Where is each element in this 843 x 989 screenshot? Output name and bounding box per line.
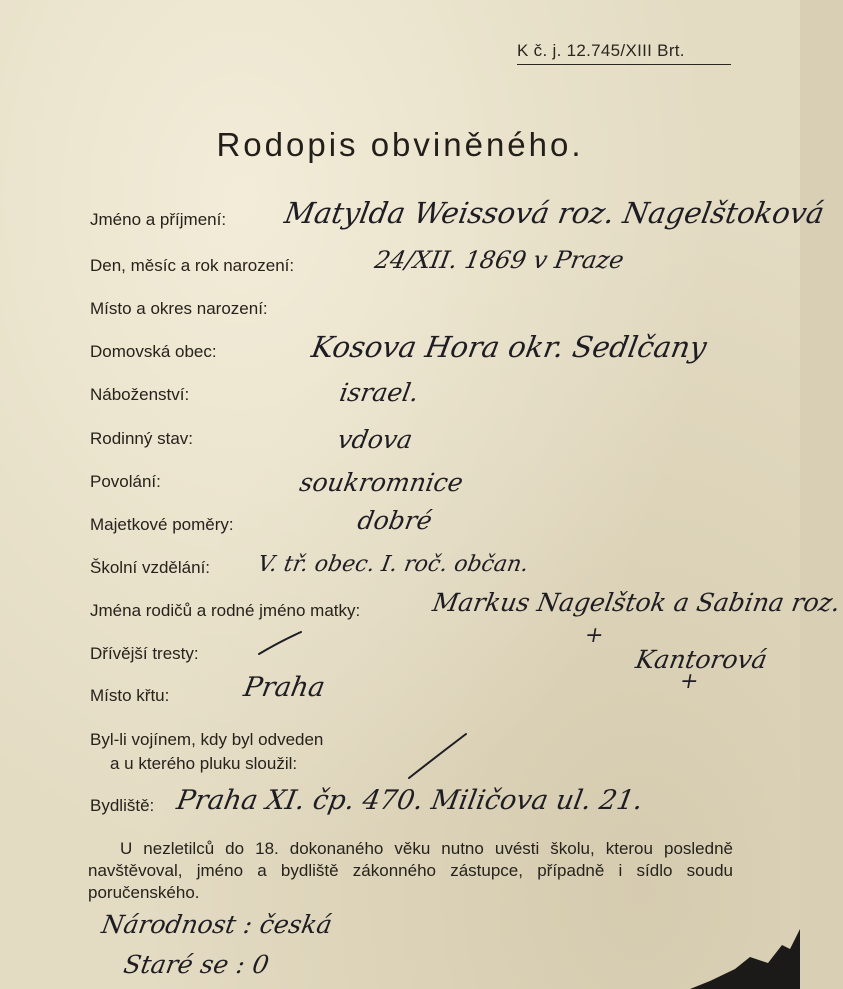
handwritten-religion: israel. (337, 378, 421, 407)
death-cross-mother: + (677, 669, 701, 694)
label-baptism-place: Místo křtu: (90, 686, 170, 705)
label-birth-place: Místo a okres narození: (90, 299, 268, 318)
handwritten-home-municipality: Kosova Hora okr. Sedlčany (309, 330, 710, 364)
prior-convictions-dash (255, 628, 305, 658)
handwritten-age: Staré se : 0 (121, 950, 272, 979)
handwritten-baptism-place: Praha (241, 672, 328, 703)
label-name: Jméno a příjmení: (90, 210, 227, 229)
torn-corner (690, 929, 800, 989)
label-prior-convictions: Dřívější tresty: (90, 644, 199, 663)
handwritten-education: V. tř. obec. I. roč. občan. (255, 552, 531, 577)
label-marital-status: Rodinný stav: (90, 429, 193, 448)
label-home-municipality: Domovská obec: (90, 342, 217, 361)
label-education: Školní vzdělání: (90, 558, 211, 577)
handwritten-property: dobré (355, 506, 435, 535)
reference-number: K č. j. 12.745/XIII Brt. (517, 41, 685, 60)
label-residence: Bydliště: (90, 796, 155, 815)
label-birth-date: Den, měsíc a rok narození: (90, 256, 295, 275)
handwritten-birth-date: 24/XII. 1869 v Praze (372, 246, 627, 274)
handwritten-nationality: Národnost : česká (99, 910, 335, 939)
handwritten-name: Matylda Weissová roz. Nagelštoková (282, 196, 827, 230)
handwritten-parents-line2: Kantorová (633, 645, 770, 674)
handwritten-residence: Praha XI. čp. 470. Miličova ul. 21. (174, 785, 646, 816)
reference-underline (517, 64, 731, 65)
minors-note-text: U nezletilců do 18. dokonaného věku nutno uvésti školu, kterou posledně navštěvoval, jméno a bydliště zákonného zástupce, případně i sídlo soudu poručenského. (88, 839, 733, 902)
handwritten-marital-status: vdova (335, 425, 415, 454)
label-occupation: Povolání: (90, 472, 161, 491)
label-property: Majetkové poměry: (90, 515, 234, 534)
label-military-line2: a u kterého pluku sloužil: (110, 754, 298, 773)
label-religion: Náboženství: (90, 385, 190, 404)
handwritten-parents-line1: Markus Nagelštok a Sabina roz. (430, 588, 843, 617)
handwritten-occupation: soukromnice (297, 468, 466, 497)
death-cross-father: + (582, 623, 606, 648)
label-military-line1: Byl-li vojínem, kdy byl odveden (90, 730, 324, 749)
military-dash (405, 730, 470, 782)
label-parents: Jména rodičů a rodné jméno matky: (90, 601, 361, 620)
minors-note (88, 838, 733, 904)
document-title: Rodopis obviněného. (216, 126, 584, 163)
